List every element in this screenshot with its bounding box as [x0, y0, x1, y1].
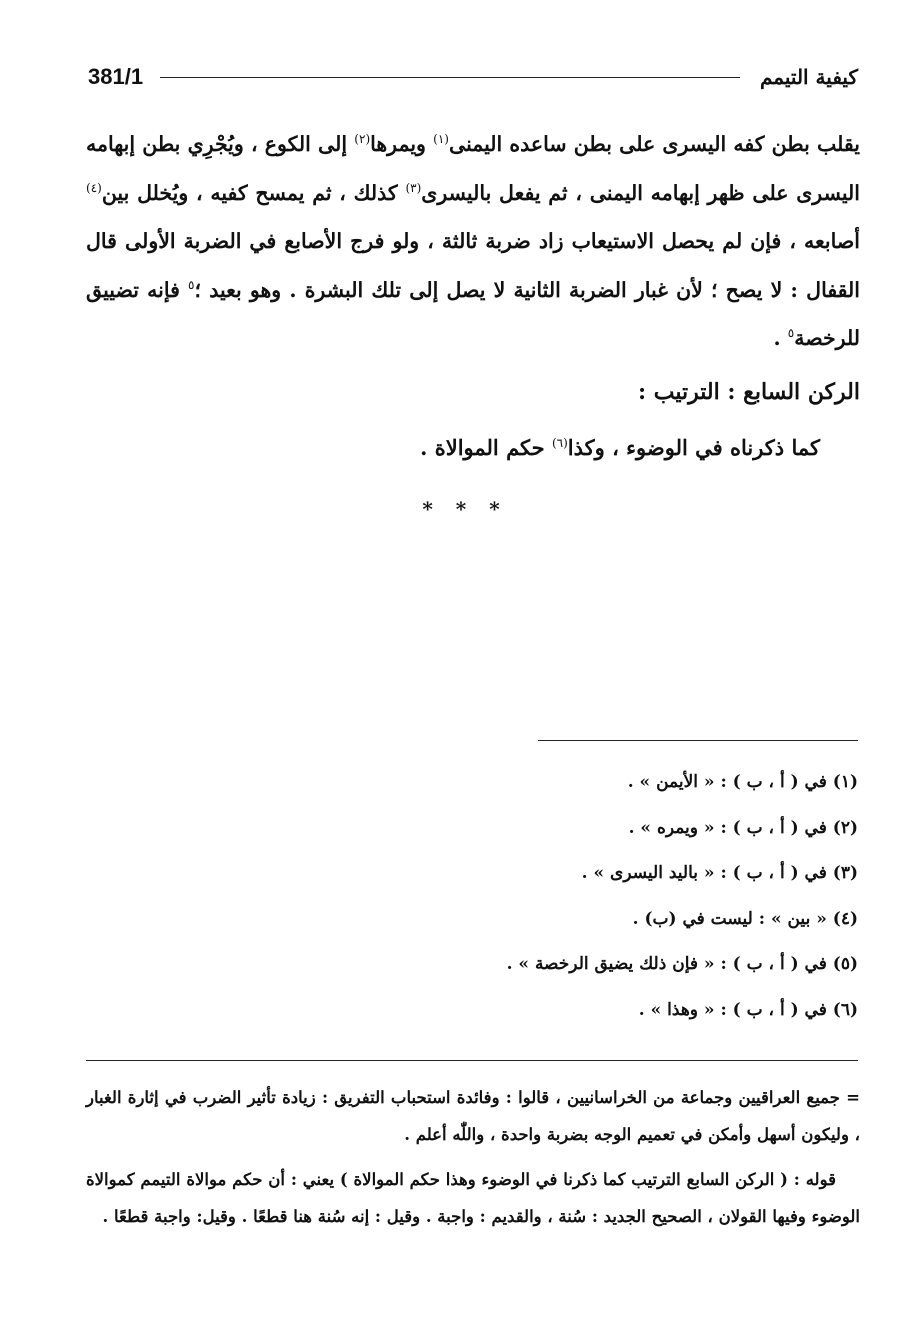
footnotes-list — [298, 760, 858, 1033]
text-run: كذلك ، ثم يمسح كفيه ، ويُخلل بين — [101, 180, 406, 205]
section-divider-stars: * * * — [422, 497, 508, 521]
text-run: ويمرها — [370, 132, 434, 156]
text-run: يقلب بطن كفه اليسرى على بطن ساعده اليمنى — [448, 132, 860, 156]
text-run: حكم الموالاة . — [420, 435, 552, 460]
header-rule — [160, 77, 740, 78]
commentary-separator — [86, 1060, 858, 1061]
text-run: إلى الكوع ، ويُجْرِي بطن إبهامه اليسرى على ظهر إبهامه اليمنى ، ثم يفعل باليسرى — [86, 132, 860, 205]
footnote-ref-5-close: ٥ — [787, 326, 795, 341]
section-text — [420, 428, 820, 468]
footnote-ref-3: (٣) — [405, 180, 422, 195]
commentary-paragraph-1: = جميع العراقيين وجماعة من الخراسانيين ، قالوا : وفائدة استحباب التفريق : زيادة تأثير الضرب في إثارة الغبار ، وليكون أسهل وأمكن في تعميم الوجه بضربة واحدة ، واللّٰه أعلم . — [86, 1088, 860, 1144]
section-heading: الركن السابع : الترتيب : — [638, 379, 860, 405]
footnote-ref-4: (٤) — [86, 180, 102, 195]
commentary-paragraph-2: قوله : ( الركن السابع الترتيب كما ذكرنا في الوضوء وهذا حكم الموالاة ) يعني : أن حكم موالاة التيمم كموالاة الوضوء وفيها القولان ، الصحيح الجديد : سُنة ، والقديم : واجبة . وقيل : إنه سُنة هنا قطعًا . وقيل: واجبة قطعًا . — [86, 1170, 860, 1226]
footnote-6: (٦) في ( أ ، ب ) : « وهذا » . — [638, 999, 858, 1020]
footnote-5: (٥) في ( أ ، ب ) : « فإن ذلك يضيق الرخصة » . — [506, 954, 858, 974]
running-header — [88, 60, 858, 94]
footnote-4: (٤) « بين » : ليست في (ب) . — [632, 908, 858, 929]
page-number: 381/1 — [88, 64, 144, 89]
footnote-separator — [538, 740, 858, 741]
main-text — [86, 120, 860, 363]
text-run: . — [773, 326, 788, 350]
footnote-ref-6: (٦) — [551, 436, 568, 450]
chapter-title: كيفية التيمم — [760, 65, 858, 89]
main-paragraph — [86, 120, 860, 363]
text-run: كما ذكرناه في الوضوء ، وكذا — [567, 435, 820, 460]
footnote-ref-2: (٢) — [354, 132, 371, 147]
footnote-1: (١) في ( أ ، ب ) : « الأيمن » . — [627, 772, 858, 792]
footnote-2: (٢) في ( أ ، ب ) : « ويمره » . — [628, 817, 858, 838]
footnote-ref-5-open: ٥ — [188, 277, 195, 292]
commentary-block — [86, 1080, 860, 1235]
text-run: أصابعه ، فإن لم يحصل الاستيعاب زاد ضربة ثالثة ، ولو فرج الأصابع في الضربة الأولى قال القفال : لا يصح ؛ لأن غبار الضربة الثانية لا يصل إلى تلك البشرة . وهو بعيد ؛ — [86, 229, 860, 302]
text-run: فإنه تضييق للرخصة — [86, 277, 860, 350]
footnote-3: (٣) في ( أ ، ب ) : « باليد اليسرى » . — [581, 863, 858, 883]
footnote-ref-1: (١) — [433, 132, 449, 147]
